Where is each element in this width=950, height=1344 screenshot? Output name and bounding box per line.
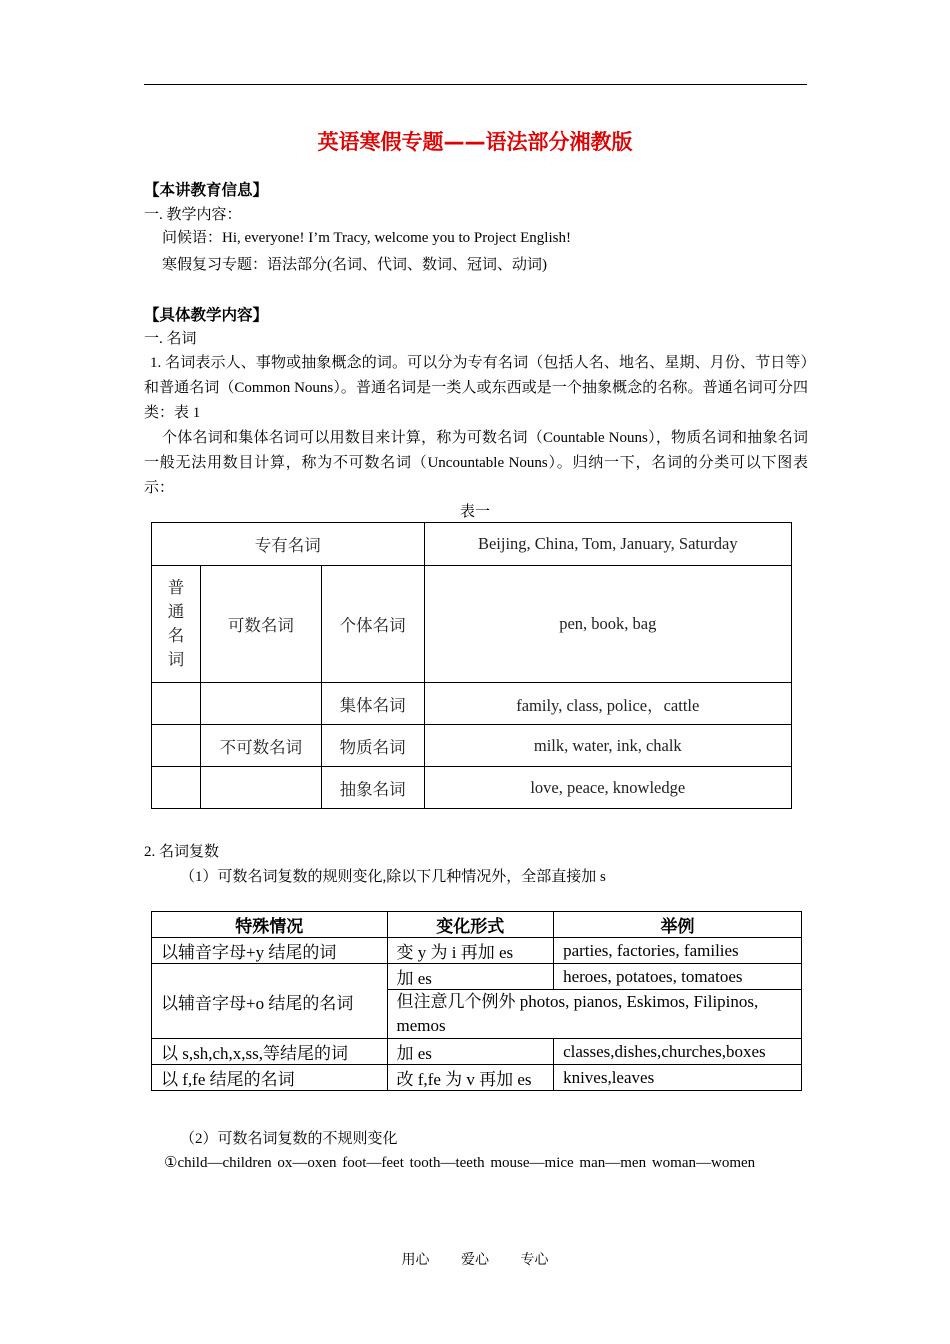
countable-noun-label: 可数名词 [200,566,321,683]
individual-noun-label: 个体名词 [321,566,424,683]
item-teaching-content: 一. 教学内容： [144,207,242,223]
individual-noun-examples: pen, book, bag [424,566,791,683]
plural-rules-table [151,911,802,1091]
footer-word: 用心 [401,1253,430,1268]
form-sibilant: 加 es [387,1039,554,1065]
material-noun-examples: milk, water, ink, chalk [424,725,791,767]
exceptions-consonant-o: 但注意几个例外 photos, pianos, Eskimos, Filipinos, memos [387,990,801,1039]
paragraph-noun-countability: 个体名词和集体名词可以用数目来计算，称为可数名词（Countable Nouns），物质名词和抽象名词一般无法用数目计算，称为不可数名词（Uncountable Nouns）。归纳一下，名词的分类可以下图表示： [144,430,808,496]
document-title: 英语寒假专题——语法部分湘教版 [317,130,633,154]
empty-cell [200,683,321,725]
proper-noun-label: 专有名词 [152,523,425,566]
table-caption: 表一 [459,504,490,520]
header-rule [144,84,807,85]
proper-noun-examples: Beijing, China, Tom, January, Saturday [424,523,791,566]
header-special-case: 特殊情况 [152,912,388,938]
case-consonant-o: 以辅音字母+o 结尾的名词 [152,964,388,1039]
case-f-fe: 以 f,fe 结尾的名词 [152,1065,388,1091]
common-noun-label: 普 通 名 词 [152,566,201,683]
empty-cell [200,767,321,809]
paragraph-noun-definition: 1. 名词表示人、事物或抽象概念的词。可以分为专有名词（包括人名、地名、星期、月份、节日等）和普通名词（Common Nouns）。普通名词是一类人或东西或是一个抽象概念的名称。普通名词可分四类：表 1 [144,355,808,421]
plural-rule-regular: （1）可数名词复数的规则变化,除以下几种情况外，全部直接加 s [180,869,606,885]
example-consonant-o: heroes, potatoes, tomatoes [554,964,802,990]
irregular-plural-examples: ①child—children ox—oxen foot—feet tooth—teeth mouse—mice man—men woman—women [164,1155,756,1171]
topic-line: 寒假复习专题：语法部分(名词、代词、数词、冠词、动词) [162,257,547,273]
abstract-noun-examples: love, peace, knowledge [424,767,791,809]
plural-rule-irregular: （2）可数名词复数的不规则变化 [180,1131,398,1147]
footer-word: 专心 [520,1253,549,1268]
footer-word: 爱心 [461,1253,489,1268]
example-sibilant: classes,dishes,churches,boxes [554,1039,802,1065]
case-consonant-y: 以辅音字母+y 结尾的词 [152,938,388,964]
item-nouns: 一. 名词 [144,331,197,347]
empty-cell [152,725,201,767]
greeting-line: 问候语：Hi, everyone! I’m Tracy, welcome you to Project English! [162,230,571,246]
uncountable-noun-label: 不可数名词 [200,725,321,767]
header-example: 举例 [554,912,802,938]
empty-cell [152,683,201,725]
material-noun-label: 物质名词 [321,725,424,767]
page-footer [0,1249,950,1269]
example-f-fe: knives,leaves [554,1065,802,1091]
abstract-noun-label: 抽象名词 [321,767,424,809]
form-consonant-y: 变 y 为 i 再加 es [387,938,554,964]
example-consonant-y: parties, factories, families [554,938,802,964]
section-heading-content: 【具体教学内容】 [144,306,269,324]
section-heading-info: 【本讲教育信息】 [144,181,269,199]
collective-noun-examples: family, class, police，cattle [424,683,791,725]
collective-noun-label: 集体名词 [321,683,424,725]
form-f-fe: 改 f,fe 为 v 再加 es [387,1065,554,1091]
plural-heading: 2. 名词复数 [144,844,220,860]
noun-classification-table [151,522,792,809]
form-consonant-o: 加 es [387,964,554,990]
empty-cell [152,767,201,809]
header-change-form: 变化形式 [387,912,554,938]
case-sibilant: 以 s,sh,ch,x,ss,等结尾的词 [152,1039,388,1065]
